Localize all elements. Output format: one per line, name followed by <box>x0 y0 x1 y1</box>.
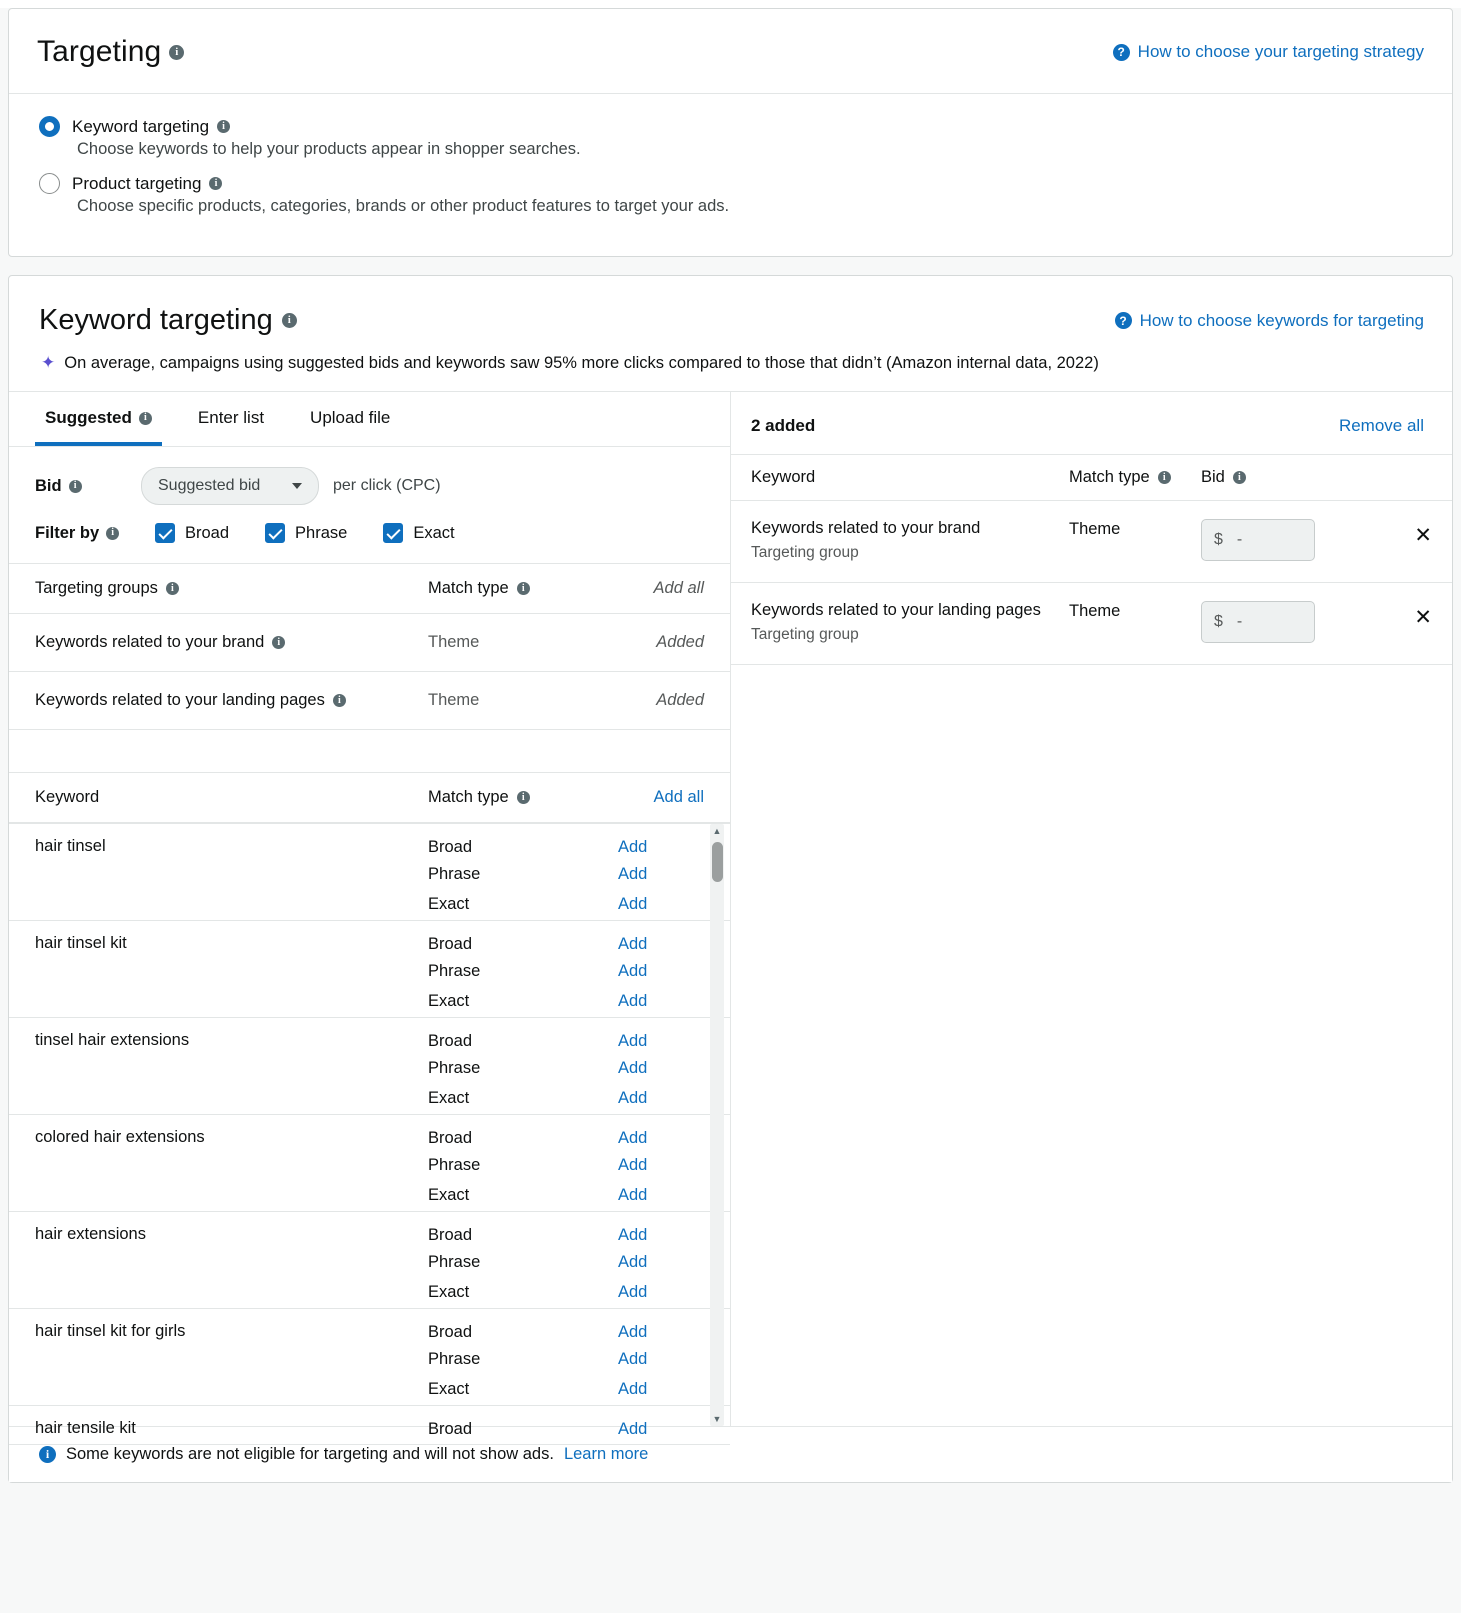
match-type-phrase: Phrase <box>428 865 481 883</box>
info-icon[interactable]: i <box>333 694 346 707</box>
keyword-name: hair tinsel kit for girls <box>35 1322 186 1340</box>
tab-upload-file-label: Upload file <box>310 408 391 427</box>
checkbox-phrase-control[interactable] <box>265 523 285 543</box>
add-button[interactable]: Add <box>618 1323 648 1341</box>
match-type-broad: Broad <box>428 1129 473 1147</box>
table-row[interactable] <box>9 672 730 730</box>
added-bid-cell <box>1201 519 1398 561</box>
info-icon[interactable]: i <box>1158 471 1171 484</box>
add-button[interactable]: Add <box>618 1156 648 1174</box>
bid-input[interactable] <box>1201 601 1315 643</box>
keyword-add-actions <box>618 1212 704 1302</box>
match-type-broad: Broad <box>428 1226 473 1244</box>
match-type-broad: Broad <box>428 1032 473 1050</box>
added-bid-cell <box>1201 601 1398 643</box>
targeting-card <box>8 8 1453 257</box>
added-header <box>731 392 1452 454</box>
keyword-targeting-header <box>9 276 1452 373</box>
filter-exact-label: Exact <box>413 523 455 542</box>
filter-label-text: Filter by <box>35 523 100 542</box>
tab-enter-list[interactable] <box>188 392 274 446</box>
keyword-source-pane <box>9 392 731 1438</box>
keyword-match-types <box>428 824 618 914</box>
info-icon[interactable]: i <box>209 177 222 190</box>
bid-currency-symbol: $ <box>1214 531 1223 548</box>
keyword-add-actions <box>618 1406 704 1438</box>
keyword-insight-note <box>41 353 1424 373</box>
filter-checkbox-broad[interactable] <box>155 523 229 543</box>
bid-value: - <box>1236 531 1243 548</box>
bid-currency-symbol: $ <box>1214 613 1223 630</box>
added-keyword <box>751 519 1069 562</box>
added-keyword-name: Keywords related to your brand <box>751 519 981 537</box>
match-type-exact: Exact <box>428 1380 470 1398</box>
added-col-bid <box>1201 468 1432 487</box>
info-icon[interactable]: i <box>517 582 530 595</box>
keyword-name: tinsel hair extensions <box>35 1031 190 1049</box>
add-button[interactable]: Add <box>618 992 648 1010</box>
question-icon: ? <box>1113 44 1130 61</box>
add-button[interactable]: Add <box>618 895 648 913</box>
bid-type-value: Suggested bid <box>158 477 261 494</box>
targeting-strategy-help-label: How to choose your targeting strategy <box>1137 42 1424 61</box>
info-icon[interactable]: i <box>272 636 285 649</box>
eligibility-note-text: Some keywords are not eligible for targeting and will not show ads. <box>66 1445 554 1463</box>
added-match-type: Theme <box>1069 602 1121 620</box>
info-icon[interactable]: i <box>217 120 230 133</box>
tab-upload-file[interactable] <box>300 392 400 446</box>
targeting-title-text: Targeting <box>37 35 162 68</box>
filter-checkbox-phrase[interactable] <box>265 523 347 543</box>
add-button[interactable]: Add <box>618 838 648 856</box>
info-icon[interactable]: i <box>282 313 297 328</box>
table-row[interactable] <box>9 614 730 672</box>
bid-input[interactable] <box>1201 519 1315 561</box>
keyword-match-types <box>428 1406 618 1438</box>
targeting-groups-col-name-text: Targeting groups <box>35 579 158 597</box>
added-match-type: Theme <box>1069 520 1121 538</box>
match-type-exact: Exact <box>428 1089 470 1107</box>
list-item <box>9 921 730 1018</box>
match-type-exact: Exact <box>428 1283 470 1301</box>
bid-cpc-suffix: per click (CPC) <box>333 477 441 494</box>
targeting-group-status: Added <box>656 633 704 651</box>
table-row <box>731 583 1452 665</box>
match-type-exact: Exact <box>428 1186 470 1204</box>
list-item <box>9 1115 730 1212</box>
keyword-name: hair tinsel <box>35 837 106 855</box>
bid-label-text: Bid <box>35 476 62 495</box>
added-col-keyword: Keyword <box>751 468 816 486</box>
keyword-match-types <box>428 1018 618 1108</box>
table-row <box>731 501 1452 583</box>
keyword-add-actions <box>618 1018 704 1108</box>
add-button[interactable]: Add <box>618 1186 648 1204</box>
info-circle-icon: i <box>39 1446 56 1463</box>
targeting-group-status: Added <box>656 691 704 709</box>
remove-icon[interactable]: ✕ <box>1414 606 1432 629</box>
targeting-page <box>0 8 1461 1613</box>
info-icon[interactable]: i <box>69 480 82 493</box>
scrollbar-thumb[interactable] <box>712 842 723 882</box>
remove-icon[interactable]: ✕ <box>1414 524 1432 547</box>
keyword-col-match-text: Match type <box>428 788 509 806</box>
keyword-targeting-title <box>39 304 297 337</box>
targeting-groups-col-match-text: Match type <box>428 579 509 597</box>
keyword-list-wrapper <box>9 823 730 1438</box>
radio-keyword-targeting-control[interactable] <box>39 116 60 137</box>
match-type-broad: Broad <box>428 1323 473 1341</box>
added-keyword-subtitle: Targeting group <box>751 626 859 643</box>
add-button[interactable]: Add <box>618 1059 648 1077</box>
added-items-pane <box>731 392 1452 1426</box>
add-button[interactable]: Add <box>618 1089 648 1107</box>
scroll-down-icon[interactable]: ▼ <box>712 1414 722 1424</box>
targeting-group-name-text: Keywords related to your landing pages <box>35 691 325 709</box>
added-col-bid-text: Bid <box>1201 468 1225 486</box>
filter-checkbox-exact[interactable] <box>383 523 454 543</box>
added-keyword <box>751 601 1069 644</box>
keyword-name: colored hair extensions <box>35 1128 205 1146</box>
match-type-phrase: Phrase <box>428 1059 481 1077</box>
add-button[interactable]: Add <box>618 1032 648 1050</box>
radio-product-targeting-label <box>72 174 222 194</box>
question-icon: ? <box>1115 312 1132 329</box>
info-icon[interactable]: i <box>106 527 119 540</box>
keyword-targeting-card <box>8 275 1453 1483</box>
targeting-group-name-text: Keywords related to your brand <box>35 633 265 651</box>
match-type-broad: Broad <box>428 935 473 953</box>
add-button[interactable]: Add <box>618 1350 648 1368</box>
match-type-exact: Exact <box>428 895 470 913</box>
bid-value: - <box>1236 613 1243 630</box>
add-button[interactable]: Add <box>618 935 648 953</box>
match-type-broad: Broad <box>428 838 473 856</box>
add-button[interactable]: Add <box>618 1253 648 1271</box>
add-button[interactable]: Add <box>618 962 648 980</box>
radio-product-targeting-control[interactable] <box>39 173 60 194</box>
keyword-add-actions <box>618 1115 704 1205</box>
keyword-targeting-body <box>9 391 1452 1438</box>
filter-broad-label: Broad <box>185 523 230 542</box>
radio-product-targeting[interactable] <box>39 173 1424 194</box>
radio-keyword-targeting-label <box>72 117 230 137</box>
add-button[interactable]: Add <box>618 865 648 883</box>
targeting-group-match-type: Theme <box>428 633 480 651</box>
radio-keyword-targeting-description: Choose keywords to help your products appear in shopper searches. <box>77 140 581 158</box>
targeting-group-name <box>35 691 428 710</box>
targeting-groups-col-name <box>35 579 428 598</box>
info-icon[interactable]: i <box>169 45 184 60</box>
added-col-match <box>1069 468 1201 487</box>
keyword-source-tabs <box>9 392 730 447</box>
targeting-groups-add-all: Add all <box>653 579 704 597</box>
keyword-match-types <box>428 1212 618 1302</box>
added-keyword-subtitle: Targeting group <box>751 544 859 561</box>
radio-keyword-targeting-text: Keyword targeting <box>72 116 210 136</box>
remove-all-button[interactable]: Remove all <box>1338 416 1424 435</box>
keyword-name: hair tinsel kit <box>35 934 127 952</box>
checkbox-exact-control[interactable] <box>383 523 403 543</box>
sparkle-icon: ✦ <box>41 353 56 372</box>
list-item <box>9 1406 730 1445</box>
keyword-help-label: How to choose keywords for targeting <box>1139 310 1424 330</box>
keyword-match-types <box>428 1309 618 1399</box>
list-item <box>9 1212 730 1309</box>
added-table-header <box>731 454 1452 501</box>
bid-type-dropdown[interactable] <box>141 467 319 505</box>
targeting-group-match-type: Theme <box>428 691 480 709</box>
targeting-groups-col-match <box>428 579 618 598</box>
match-type-phrase: Phrase <box>428 1156 481 1174</box>
match-type-broad: Broad <box>428 1420 473 1438</box>
keyword-insight-text: On average, campaigns using suggested bids and keywords saw 95% more clicks compared to those that didn’t (Amazon internal data, 2022) <box>64 353 1099 372</box>
keyword-list[interactable] <box>9 824 730 1438</box>
keyword-col-match <box>428 788 618 807</box>
add-button[interactable]: Add <box>618 1420 648 1438</box>
targeting-options <box>9 94 1452 256</box>
keyword-col-name: Keyword <box>35 788 100 806</box>
filter-phrase-label: Phrase <box>295 523 348 542</box>
info-icon[interactable]: i <box>166 582 179 595</box>
bid-controls <box>9 447 730 505</box>
targeting-strategy-help-link[interactable] <box>1113 42 1424 62</box>
radio-product-targeting-description: Choose specific products, categories, brands or other product features to target your ads. <box>77 197 730 215</box>
section-divider <box>9 730 730 772</box>
add-button[interactable]: Add <box>618 1283 648 1301</box>
keyword-match-types <box>428 921 618 1011</box>
added-col-match-text: Match type <box>1069 468 1150 486</box>
added-keyword-name: Keywords related to your landing pages <box>751 601 1041 619</box>
targeting-group-name <box>35 633 428 652</box>
keyword-help-link[interactable] <box>1115 311 1424 331</box>
radio-keyword-targeting[interactable] <box>39 116 1424 137</box>
radio-product-targeting-text: Product targeting <box>72 173 202 193</box>
bid-label <box>35 477 127 496</box>
learn-more-link[interactable]: Learn more <box>563 1445 649 1463</box>
list-item <box>9 1309 730 1406</box>
add-button[interactable]: Add <box>618 1129 648 1147</box>
keyword-list-scrollbar[interactable] <box>710 824 724 1426</box>
filter-controls <box>9 505 730 563</box>
keyword-add-actions <box>618 1309 704 1399</box>
tab-suggested[interactable] <box>35 392 162 446</box>
keyword-add-actions <box>618 824 704 914</box>
checkbox-broad-control[interactable] <box>155 523 175 543</box>
keyword-add-all-button[interactable]: Add all <box>653 788 704 806</box>
add-button[interactable]: Add <box>618 1226 648 1244</box>
keyword-table-header <box>9 772 730 823</box>
chevron-down-icon <box>292 483 302 489</box>
keyword-match-types <box>428 1115 618 1205</box>
tab-suggested-label: Suggested <box>45 408 132 427</box>
match-type-phrase: Phrase <box>428 962 481 980</box>
targeting-header <box>9 9 1452 94</box>
info-icon[interactable]: i <box>139 412 152 425</box>
info-icon[interactable]: i <box>1233 471 1246 484</box>
keyword-add-actions <box>618 921 704 1011</box>
info-icon[interactable]: i <box>517 791 530 804</box>
add-button[interactable]: Add <box>618 1380 648 1398</box>
match-type-exact: Exact <box>428 992 470 1010</box>
tab-enter-list-label: Enter list <box>197 408 265 427</box>
match-type-phrase: Phrase <box>428 1253 481 1271</box>
targeting-groups-header <box>9 563 730 614</box>
keyword-name: hair extensions <box>35 1225 146 1243</box>
keyword-name: hair tensile kit <box>35 1419 136 1437</box>
keyword-targeting-title-text: Keyword targeting <box>39 304 273 336</box>
page-title <box>37 35 184 69</box>
list-item <box>9 824 730 921</box>
scroll-up-icon[interactable]: ▲ <box>712 826 722 836</box>
added-count: 2 added <box>751 416 816 435</box>
filter-label <box>35 524 127 543</box>
list-item <box>9 1018 730 1115</box>
match-type-phrase: Phrase <box>428 1350 481 1368</box>
